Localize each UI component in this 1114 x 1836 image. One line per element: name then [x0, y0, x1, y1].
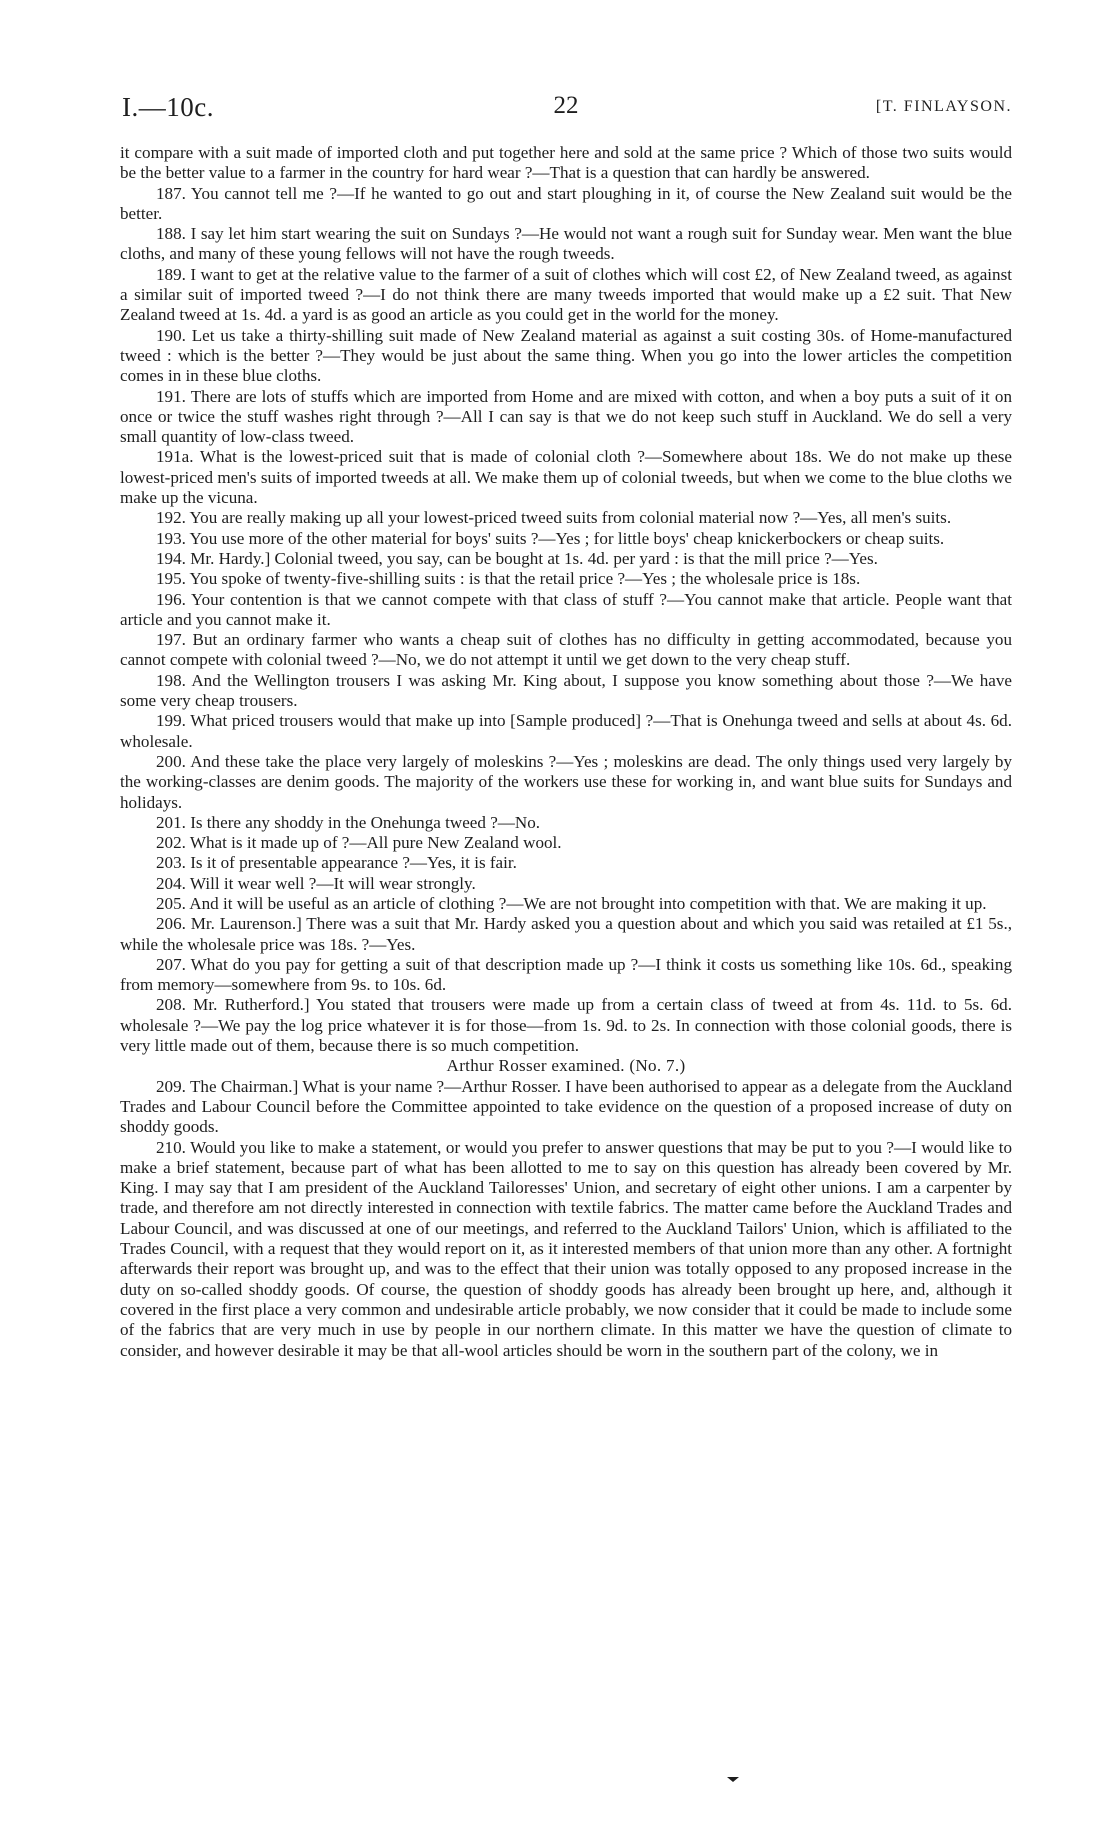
paragraph: 195. You spoke of twenty-five-shilling suits : is that the retail price ?—Yes ; the wholesale price is 18s.: [156, 569, 861, 589]
paragraph: 193. You use more of the other material for boys' suits ?—Yes ; for little boys' cheap knickerbockers or cheap suits.: [156, 528, 945, 548]
paragraph: 199. What priced trousers would that make up into [Sample produced] ?—That is Onehunga tweed and sells at about 4s. 6d. wholesale.: [120, 711, 1012, 751]
paragraph: 205. And it will be useful as an article of clothing ?—We are not brought into competition with that. We are making it up.: [156, 893, 987, 913]
print-mark: [727, 1777, 739, 1782]
paragraph: 209. The Chairman.] What is your name ?—Arthur Rosser. I have been authorised to appear as a delegate from the Auckland Trades and Labour Council before the Committee appointed to take evidence on the question of a proposed increase of duty on shoddy goods.: [120, 1076, 1012, 1137]
paragraph: 189. I want to get at the relative value to the farmer of a suit of clothes which will cost £2, of New Zealand tweed, as against a similar suit of imported tweed ?—I do not think there are many tweeds imported that would make up a £2 suit. That New Zealand tweed at 1s. 4d. a yard is as good an article as you could get in the world for the money.: [120, 264, 1012, 325]
paragraph: 190. Let us take a thirty-shilling suit made of New Zealand material as against a suit costing 30s. of Home-manufactured tweed : which is the better ?—They would be just about the same thing. When you go into the lower articles the competition comes in in these blue cloths.: [120, 325, 1012, 386]
paragraph: 192. You are really making up all your lowest-priced tweed suits from colonial material now ?—Yes, all men's suits.: [156, 508, 952, 528]
paragraph: 208. Mr. Rutherford.] You stated that trousers were made up from a certain class of tweed at from 4s. 11d. to 5s. 6d. wholesale ?—We pay the log price whatever it is for those—from 1s. 9d. to 2s. In connection with those colonial goods, there is very little made out of them, because there is so much competition.: [120, 995, 1012, 1056]
page-number: 22: [553, 92, 579, 119]
page-header: [120, 92, 1012, 126]
paragraph: 202. What is it made up of ?—All pure New Zealand wool.: [156, 833, 562, 853]
paragraph: 207. What do you pay for getting a suit of that description made up ?—I think it costs us something like 10s. 6d., speaking from memory—somewhere from 9s. to 10s. 6d.: [120, 954, 1012, 995]
paragraph: 188. I say let him start wearing the suit on Sundays ?—He would not want a rough suit for Sunday wear. Men want the blue cloths, and many of these young fellows will not have the rough tweeds.: [120, 224, 1012, 264]
paragraph: it compare with a suit made of imported cloth and put together here and sold at the same price ? Which of those two suits would be the better value to a farmer in the country for hard wear ?—That is a question that can hardly be answered.: [120, 143, 1012, 183]
paragraph: 206. Mr. Laurenson.] There was a suit that Mr. Hardy asked you a question about and which you said was retailed at £1 5s., while the wholesale price was 18s. ?—Yes.: [120, 914, 1012, 954]
paragraph: 201. Is there any shoddy in the Onehunga tweed ?—No.: [156, 812, 541, 832]
paragraph: 204. Will it wear well ?—It will wear strongly.: [156, 873, 476, 893]
paper-reference: I.—10c.: [122, 92, 214, 122]
paragraph: 187. You cannot tell me ?—If he wanted to go out and start ploughing in it, of course the New Zealand suit would be the better.: [120, 183, 1012, 223]
paragraph: 196. Your contention is that we cannot compete with that class of stuff ?—You cannot make that article. People want that article and you cannot make it.: [120, 589, 1012, 629]
paragraph: 210. Would you like to make a statement, or would you prefer to answer questions that may be put to you ?—I would like to make a brief statement, because part of what has been allotted to me to say on this question has already been covered by Mr. King. I may say that I am president of the Auckland Tailoresses' Union, and secretary of eight other unions. I am a carpenter by trade, and therefore am not directly interested in connection with textile fabrics. The matter came before the Auckland Trades and Labour Council, and was discussed at one of our meetings, and referred to the Auckland Tailors' Union, which is affiliated to the Trades Council, with a request that they would report on it, as it interested members of that union more than any other. A fortnight afterwards their report was brought up, and was to the effect that their union was totally opposed to any proposed increase in the duty on so-called shoddy goods. Of course, the question of shoddy goods has already been brought up here, and, although it covered in the first place a very common and undesirable article probably, we now consider that it could be made to include some of the fabrics that are very much in use by people in our northern climate. In this matter we have the question of climate to consider, and however desirable it may be that all-wool articles should be worn in the southern part of the colony, we in: [120, 1137, 1012, 1360]
body-text: [120, 143, 1012, 1361]
paragraph: 194. Mr. Hardy.] Colonial tweed, you say, can be bought at 1s. 4d. per yard : is that the mill price ?—Yes.: [156, 548, 878, 568]
paragraph: 197. But an ordinary farmer who wants a cheap suit of clothes has no difficulty in getting accommodated, because you cannot compete with colonial tweed ?—No, we do not attempt it until we get down to the very cheap stuff.: [120, 630, 1012, 670]
paragraph: 200. And these take the place very largely of moleskins ?—Yes ; moleskins are dead. The only things used very largely by the working-classes are denim goods. The majority of the workers use these for working in, and want blue suits for Sundays and holidays.: [120, 751, 1012, 812]
witness-name: [T. FINLAYSON.: [875, 98, 1012, 115]
paragraph: 198. And the Wellington trousers I was asking Mr. King about, I suppose you know something about those ?—We have some very cheap trousers.: [120, 670, 1012, 711]
paragraph: 191. There are lots of stuffs which are imported from Home and are mixed with cotton, and when a boy puts a suit of it on once or twice the stuff washes right through ?—All I can say is that we do not keep such stuff in Auckland. We do sell a very small quantity of low-class tweed.: [120, 386, 1012, 447]
section-heading: Arthur Rosser examined. (No. 7.): [446, 1056, 686, 1076]
paragraph: 203. Is it of presentable appearance ?—Yes, it is fair.: [156, 853, 517, 873]
paragraph: 191a. What is the lowest-priced suit that is made of colonial cloth ?—Somewhere about 18s. We do not make up these lowest-priced men's suits of imported tweeds at all. We make them up of colonial tweeds, but when we come to the blue cloths we make up the vicuna.: [120, 447, 1012, 508]
